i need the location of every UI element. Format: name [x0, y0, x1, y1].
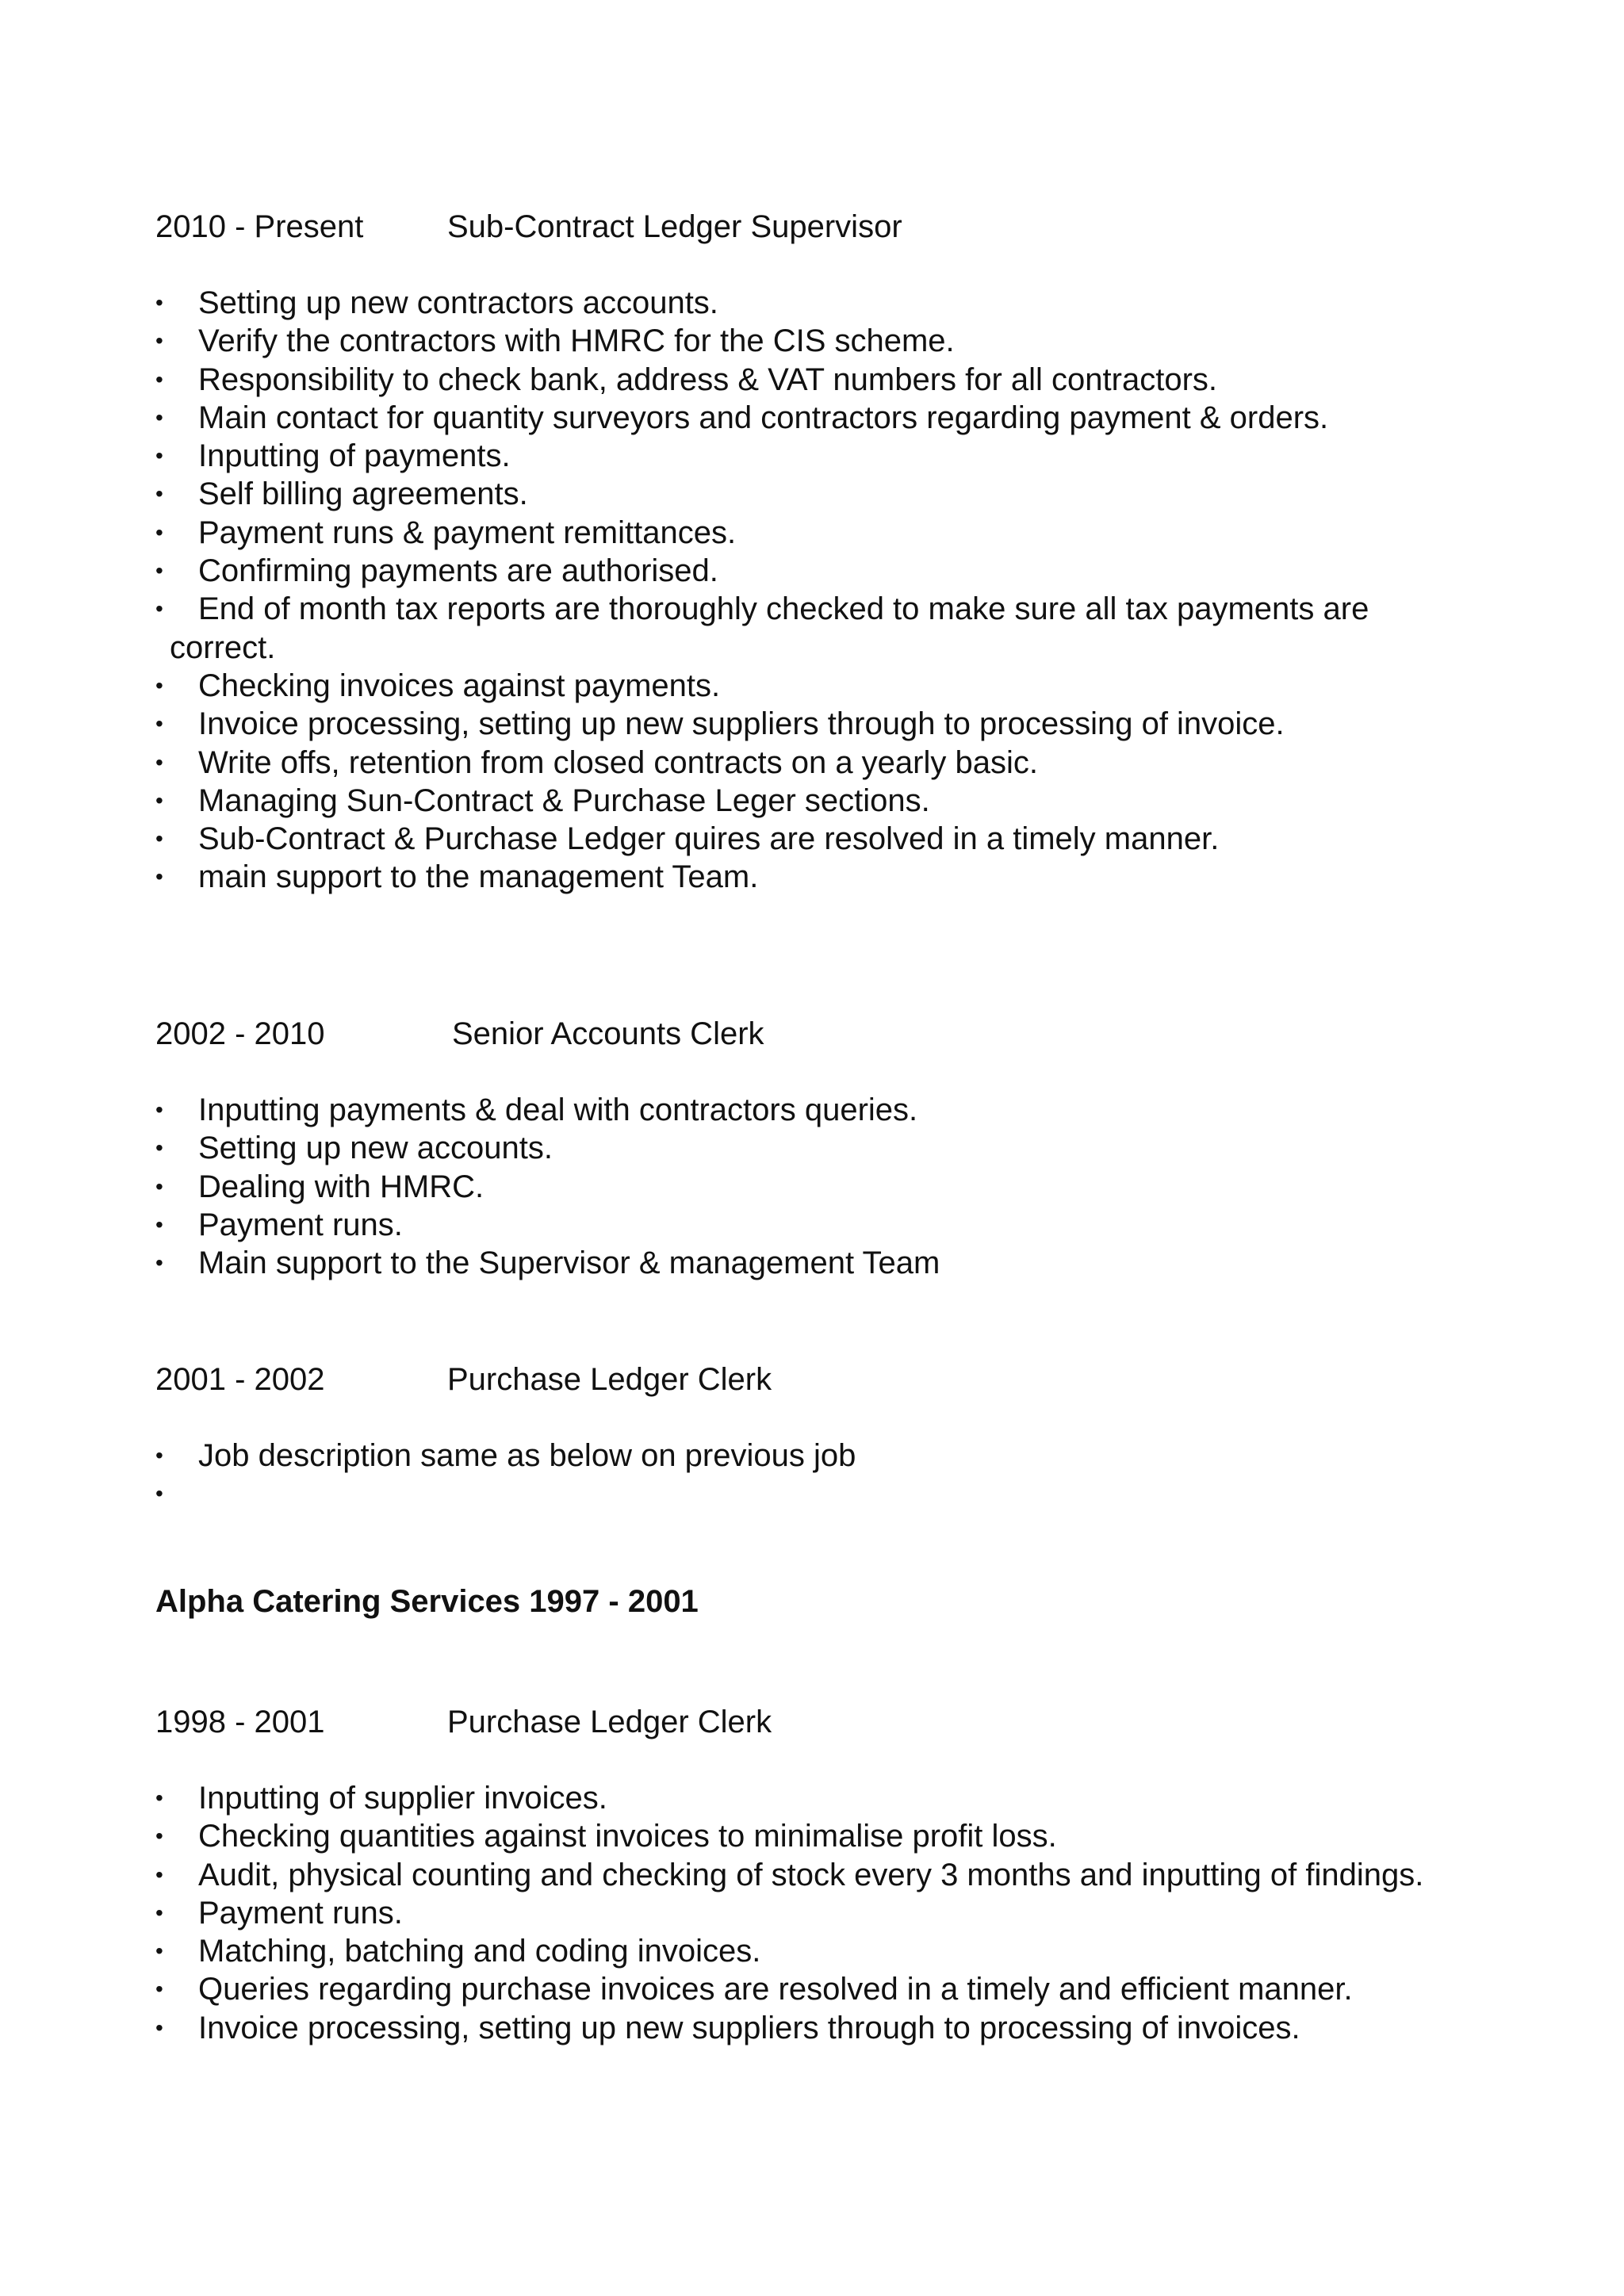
role-period: 2002 - 2010 [155, 1016, 325, 1051]
list-item: • Setting up new accounts. [155, 1129, 940, 1167]
bullet-icon: • [155, 1097, 163, 1122]
role-period: 2001 - 2002 [155, 1362, 325, 1397]
bullet-icon: • [155, 1250, 163, 1276]
role-title: Purchase Ledger Clerk [447, 1705, 772, 1739]
list-item: • Payment runs & payment remittances. [155, 514, 1369, 552]
role-heading [155, 1360, 772, 1399]
list-item-continuation: correct. [170, 629, 276, 665]
bullet-icon: • [155, 596, 163, 622]
list-item: • Dealing with HMRC. [155, 1168, 940, 1206]
role-title: Purchase Ledger Clerk [447, 1362, 772, 1397]
list-item: • Job description same as below on previous job [155, 1437, 856, 1475]
list-item: • Managing Sun-Contract & Purchase Leger sections. [155, 782, 1369, 820]
duties-list [155, 284, 1369, 897]
bullet-icon: • [155, 1976, 163, 2002]
bullet-icon: • [155, 826, 163, 851]
list-item: • Main support to the Supervisor & management Team [155, 1244, 940, 1282]
list-item: • Payment runs. [155, 1206, 940, 1244]
bullet-icon: • [155, 1173, 163, 1199]
list-item: • Confirming payments are authorised. [155, 552, 1369, 590]
bullet-icon: • [155, 1135, 163, 1161]
duties-list [155, 1437, 856, 1506]
bullet-icon: • [155, 404, 163, 430]
bullet-icon: • [155, 328, 163, 354]
bullet-icon: • [155, 1481, 163, 1506]
list-item: • Payment runs. [155, 1894, 1423, 1932]
list-item: • Invoice processing, setting up new suppliers through to processing of invoice. [155, 705, 1369, 743]
list-item: • Responsibility to check bank, address & VAT numbers for all contractors. [155, 361, 1369, 399]
bullet-icon: • [155, 749, 163, 775]
list-item: • Checking quantities against invoices to minimalise profit loss. [155, 1817, 1423, 1855]
bullet-icon: • [155, 481, 163, 507]
bullet-icon: • [155, 1862, 163, 1887]
list-item: • Setting up new contractors accounts. [155, 284, 1369, 322]
list-item: • Inputting of payments. [155, 437, 1369, 475]
duties-list [155, 1779, 1423, 2047]
bullet-icon: • [155, 1443, 163, 1468]
list-item: • Queries regarding purchase invoices are resolved in a timely and efficient manner. [155, 1970, 1423, 2008]
role-title: Sub-Contract Ledger Supervisor [447, 209, 902, 244]
role-heading [155, 208, 902, 246]
list-item: • Inputting payments & deal with contractors queries. [155, 1091, 940, 1129]
bullet-icon: • [155, 290, 163, 315]
company-heading: Alpha Catering Services 1997 - 2001 [155, 1584, 699, 1619]
role-heading [155, 1703, 772, 1741]
list-item: • End of month tax reports are thoroughly checked to make sure all tax payments are correct. [155, 590, 1369, 667]
role-title: Senior Accounts Clerk [452, 1016, 764, 1051]
list-item: • main support to the management Team. [155, 858, 1369, 896]
bullet-icon: • [155, 672, 163, 698]
list-item: • Main contact for quantity surveyors and contractors regarding payment & orders. [155, 399, 1369, 437]
bullet-icon: • [155, 711, 163, 737]
list-item: • Write offs, retention from closed contracts on a yearly basic. [155, 744, 1369, 782]
bullet-icon: • [155, 1785, 163, 1810]
bullet-icon: • [155, 1938, 163, 1964]
list-item: • Self billing agreements. [155, 475, 1369, 513]
bullet-icon: • [155, 1900, 163, 1925]
list-item: • Checking invoices against payments. [155, 667, 1369, 705]
duties-list [155, 1091, 940, 1282]
list-item: • Matching, batching and coding invoices. [155, 1932, 1423, 1970]
bullet-icon: • [155, 787, 163, 813]
list-item: • Invoice processing, setting up new suppliers through to processing of invoices. [155, 2009, 1423, 2047]
list-item: • Inputting of supplier invoices. [155, 1779, 1423, 1817]
bullet-icon: • [155, 558, 163, 584]
bullet-icon: • [155, 366, 163, 392]
bullet-icon: • [155, 443, 163, 469]
bullet-icon: • [155, 864, 163, 890]
list-item: • Audit, physical counting and checking of stock every 3 months and inputting of findings. [155, 1856, 1423, 1894]
bullet-icon: • [155, 1823, 163, 1849]
role-period: 1998 - 2001 [155, 1705, 325, 1739]
list-item: • Sub-Contract & Purchase Ledger quires are resolved in a timely manner. [155, 820, 1369, 858]
bullet-icon: • [155, 2015, 163, 2040]
bullet-icon: • [155, 519, 163, 545]
role-period: 2010 - Present [155, 209, 364, 244]
bullet-icon: • [155, 1211, 163, 1237]
list-item: • Verify the contractors with HMRC for the CIS scheme. [155, 322, 1369, 360]
role-heading [155, 1015, 764, 1053]
